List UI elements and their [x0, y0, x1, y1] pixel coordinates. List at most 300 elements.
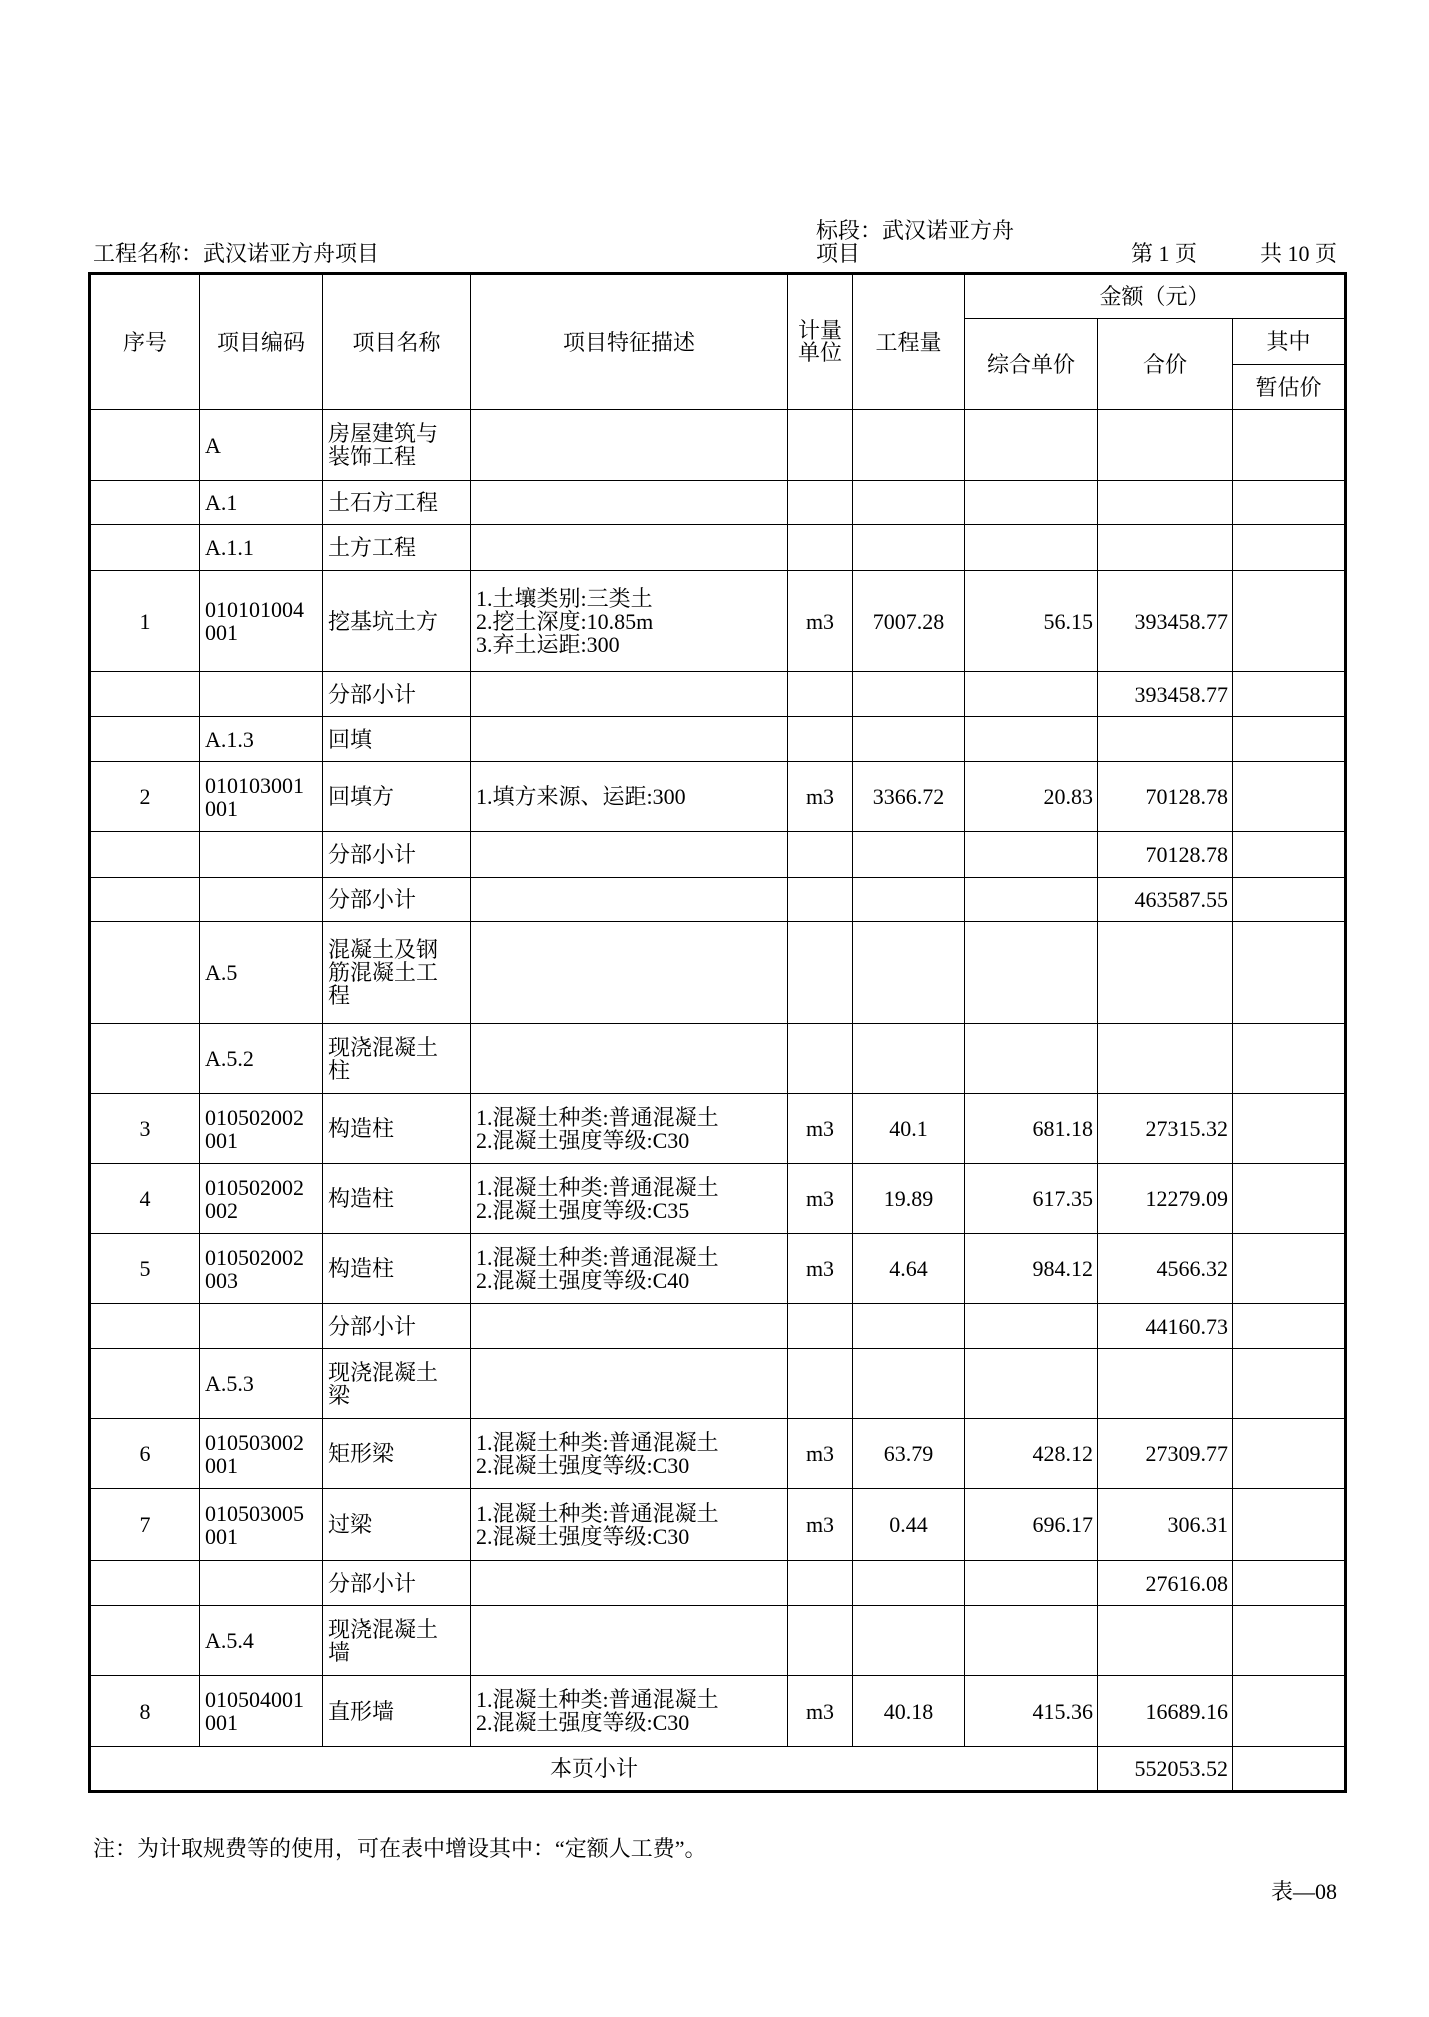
col-total-header: 合价 [1098, 319, 1233, 410]
desc-cell [471, 1419, 788, 1489]
provisional-cell [1233, 762, 1346, 832]
code-text: A.1.1 [205, 535, 254, 560]
col-of-which-header: 其中 [1233, 319, 1346, 365]
unit-cell [788, 525, 853, 571]
name-cell [323, 571, 471, 672]
qty-cell [853, 1304, 965, 1349]
total-cell [1098, 717, 1233, 762]
unit-price-cell [965, 1234, 1098, 1304]
unit-cell [788, 1304, 853, 1349]
table-body [90, 410, 1346, 1747]
unit-cell [788, 481, 853, 525]
unit-cell [788, 762, 853, 832]
desc-cell [471, 1676, 788, 1747]
provisional-cell [1233, 878, 1346, 922]
qty-cell [853, 1164, 965, 1234]
col-unit-header-text: 计量单位 [797, 318, 842, 365]
total-cell [1098, 1561, 1233, 1606]
desc-line: 1.填方来源、运距:300 [476, 784, 686, 809]
code-cell [200, 1164, 323, 1234]
seq-cell [90, 1234, 200, 1304]
seq-cell [90, 1489, 200, 1561]
total-cell [1098, 410, 1233, 481]
total-cell [1098, 922, 1233, 1024]
name-text: 现浇混凝土墙 [328, 1616, 439, 1665]
name-text: 分部小计 [328, 1570, 417, 1596]
seq-cell [90, 481, 200, 525]
provisional-cell [1233, 1304, 1346, 1349]
code-text: 010101004001 [205, 597, 304, 645]
qty-text: 0.44 [889, 1512, 928, 1537]
unit-text: m3 [805, 1441, 835, 1466]
table-row [90, 672, 1346, 717]
total-cell [1098, 672, 1233, 717]
qty-cell [853, 1419, 965, 1489]
name-text: 分部小计 [328, 842, 417, 867]
table-row [90, 878, 1346, 922]
unit-price-text: 681.18 [1032, 1116, 1093, 1141]
code-cell [200, 1676, 323, 1747]
total-text: 4566.32 [1156, 1256, 1228, 1281]
name-cell [323, 1164, 471, 1234]
unit-cell [788, 571, 853, 672]
seq-cell [90, 1419, 200, 1489]
unit-price-cell [965, 1349, 1098, 1419]
col-code-header: 项目编码 [200, 274, 323, 410]
total-cell [1098, 571, 1233, 672]
unit-cell [788, 1676, 853, 1747]
table-row [90, 717, 1346, 762]
table-row [90, 525, 1346, 571]
provisional-cell [1233, 1164, 1346, 1234]
seq-cell [90, 832, 200, 878]
unit-price-cell [965, 525, 1098, 571]
name-cell [323, 410, 471, 481]
provisional-cell [1233, 1606, 1346, 1676]
qty-text: 63.79 [883, 1441, 934, 1466]
desc-line: 1.土壤类别:三类土 [476, 585, 653, 611]
table-row [90, 832, 1346, 878]
name-cell [323, 1419, 471, 1489]
desc-cell [471, 1094, 788, 1164]
table-row [90, 1304, 1346, 1349]
unit-price-text: 415.36 [1032, 1698, 1093, 1724]
col-desc-header: 项目特征描述 [471, 274, 788, 410]
name-cell [323, 762, 471, 832]
name-cell [323, 1489, 471, 1561]
unit-price-cell [965, 1606, 1098, 1676]
unit-price-cell [965, 571, 1098, 672]
total-cell [1098, 481, 1233, 525]
total-text: 12279.09 [1145, 1186, 1228, 1211]
qty-cell [853, 525, 965, 571]
unit-text: m3 [805, 1116, 835, 1141]
code-text: 010502002001 [205, 1104, 304, 1153]
total-cell [1098, 1304, 1233, 1349]
page-subtotal-row [90, 1747, 1346, 1792]
unit-price-cell [965, 717, 1098, 762]
unit-price-cell [965, 1419, 1098, 1489]
unit-price-cell [965, 832, 1098, 878]
name-cell [323, 525, 471, 571]
seq-cell [90, 1304, 200, 1349]
qty-cell [853, 1606, 965, 1676]
seq-text: 6 [139, 1441, 151, 1466]
name-text: 现浇混凝土梁 [328, 1359, 439, 1408]
name-cell [323, 717, 471, 762]
name-cell [323, 878, 471, 922]
qty-cell [853, 762, 965, 832]
table-row [90, 1024, 1346, 1094]
provisional-cell [1233, 1561, 1346, 1606]
provisional-cell [1233, 410, 1346, 481]
desc-line: 2.混凝土强度等级:C30 [476, 1710, 690, 1735]
name-cell [323, 1561, 471, 1606]
qty-text: 40.18 [883, 1698, 934, 1724]
name-cell [323, 832, 471, 878]
qty-cell [853, 410, 965, 481]
qty-cell [853, 1024, 965, 1094]
total-cell [1098, 1676, 1233, 1747]
unit-text: m3 [805, 608, 835, 634]
name-cell [323, 1349, 471, 1419]
desc-cell [471, 922, 788, 1024]
seq-text: 8 [139, 1698, 151, 1724]
col-name-header: 项目名称 [323, 274, 471, 410]
total-text: 44160.73 [1145, 1313, 1228, 1339]
unit-text: m3 [805, 1512, 835, 1537]
page-subtotal-total: 552053.52 [1098, 1747, 1233, 1792]
code-cell [200, 1304, 323, 1349]
qty-text: 40.1 [889, 1116, 928, 1141]
name-text: 构造柱 [328, 1256, 395, 1281]
name-text: 回填 [328, 726, 373, 752]
table-row [90, 1349, 1346, 1419]
unit-cell [788, 1606, 853, 1676]
seq-text: 4 [139, 1186, 151, 1211]
col-amount-header: 金额（元） [965, 274, 1346, 319]
name-cell [323, 1024, 471, 1094]
unit-text: m3 [805, 784, 835, 809]
table-row [90, 1606, 1346, 1676]
total-text: 306.31 [1167, 1512, 1228, 1537]
seq-cell [90, 672, 200, 717]
provisional-cell [1233, 1349, 1346, 1419]
name-text: 房屋建筑与装饰工程 [328, 421, 439, 469]
name-text: 土方工程 [328, 535, 417, 560]
seq-cell [90, 571, 200, 672]
seq-cell [90, 717, 200, 762]
total-text: 393458.77 [1134, 608, 1228, 634]
section-label: 标段：武汉诺亚方舟项目 [816, 218, 1015, 266]
table-row [90, 762, 1346, 832]
qty-cell [853, 922, 965, 1024]
code-cell [200, 717, 323, 762]
name-cell [323, 1606, 471, 1676]
name-text: 土石方工程 [328, 490, 439, 515]
name-cell [323, 672, 471, 717]
qty-cell [853, 1234, 965, 1304]
total-cell [1098, 1164, 1233, 1234]
seq-text: 3 [139, 1116, 151, 1141]
name-cell [323, 1304, 471, 1349]
code-cell [200, 1489, 323, 1561]
page-subtotal-label: 本页小计 [90, 1747, 1098, 1792]
seq-cell [90, 1561, 200, 1606]
desc-line: 1.混凝土种类:普通混凝土 [476, 1500, 719, 1526]
desc-cell [471, 762, 788, 832]
seq-cell [90, 525, 200, 571]
code-cell [200, 1349, 323, 1419]
qty-cell [853, 832, 965, 878]
unit-cell [788, 922, 853, 1024]
unit-price-cell [965, 1676, 1098, 1747]
code-text: A.1.3 [205, 726, 254, 752]
unit-cell [788, 1419, 853, 1489]
provisional-cell [1233, 1024, 1346, 1094]
total-text: 27315.32 [1145, 1116, 1228, 1141]
name-text: 构造柱 [328, 1116, 395, 1141]
unit-price-text: 696.17 [1032, 1512, 1093, 1537]
code-cell [200, 410, 323, 481]
code-cell [200, 832, 323, 878]
name-text: 挖基坑土方 [328, 608, 439, 634]
seq-text: 2 [139, 784, 151, 809]
code-cell [200, 481, 323, 525]
desc-line: 1.混凝土种类:普通混凝土 [476, 1104, 719, 1130]
unit-cell [788, 1024, 853, 1094]
desc-cell [471, 1606, 788, 1676]
code-text: 010502002002 [205, 1174, 304, 1223]
code-cell [200, 1024, 323, 1094]
code-cell [200, 1419, 323, 1489]
code-text: A.5.3 [205, 1371, 254, 1396]
name-text: 构造柱 [328, 1186, 395, 1211]
qty-text: 3366.72 [872, 784, 945, 809]
seq-cell [90, 1094, 200, 1164]
desc-cell [471, 481, 788, 525]
unit-price-cell [965, 672, 1098, 717]
unit-cell [788, 1234, 853, 1304]
page-subtotal-provisional [1233, 1747, 1346, 1792]
total-cell [1098, 762, 1233, 832]
table-row [90, 410, 1346, 481]
page-number: 第 1 页 [1131, 241, 1198, 266]
desc-line: 2.混凝土强度等级:C30 [476, 1452, 690, 1478]
seq-cell [90, 1606, 200, 1676]
desc-cell [471, 1561, 788, 1606]
total-cell [1098, 878, 1233, 922]
unit-price-text: 984.12 [1032, 1256, 1093, 1281]
unit-cell [788, 717, 853, 762]
total-text: 16689.16 [1145, 1698, 1228, 1724]
desc-line: 2.混凝土强度等级:C30 [476, 1523, 690, 1549]
unit-text: m3 [805, 1698, 835, 1724]
desc-cell [471, 410, 788, 481]
code-text: A.5.2 [205, 1046, 254, 1071]
desc-cell [471, 525, 788, 571]
total-cell [1098, 1606, 1233, 1676]
provisional-cell [1233, 1419, 1346, 1489]
table-header [90, 274, 1346, 410]
desc-cell [471, 1164, 788, 1234]
desc-line: 3.弃土运距:300 [476, 631, 620, 657]
project-name-label: 工程名称：武汉诺亚方舟项目 [93, 241, 380, 266]
footer-note: 注：为计取规费等的使用，可在表中增设其中：“定额人工费”。 [93, 1836, 707, 1861]
seq-cell [90, 1349, 200, 1419]
unit-price-cell [965, 410, 1098, 481]
code-cell [200, 1606, 323, 1676]
code-text: A [205, 432, 221, 458]
provisional-cell [1233, 1676, 1346, 1747]
table-row [90, 1561, 1346, 1606]
desc-cell [471, 717, 788, 762]
unit-price-cell [965, 762, 1098, 832]
qty-cell [853, 1676, 965, 1747]
name-text: 分部小计 [328, 681, 417, 707]
provisional-cell [1233, 571, 1346, 672]
qty-text: 7007.28 [872, 608, 945, 634]
code-text: 010503002001 [205, 1429, 304, 1478]
desc-cell [471, 571, 788, 672]
total-text: 70128.78 [1145, 842, 1228, 867]
code-text: 010504001001 [205, 1687, 304, 1735]
table-row [90, 1094, 1346, 1164]
desc-cell [471, 672, 788, 717]
page-subtotal-section [90, 1747, 1346, 1792]
seq-text: 5 [139, 1256, 151, 1281]
code-cell [200, 1561, 323, 1606]
code-cell [200, 878, 323, 922]
code-text: A.5 [205, 960, 238, 985]
provisional-cell [1233, 525, 1346, 571]
qty-cell [853, 878, 965, 922]
desc-line: 1.混凝土种类:普通混凝土 [476, 1687, 719, 1712]
desc-cell [471, 1304, 788, 1349]
form-code: 表—08 [1270, 1879, 1337, 1904]
provisional-cell [1233, 1489, 1346, 1561]
name-text: 混凝土及钢筋混凝土工程 [328, 937, 439, 1008]
unit-cell [788, 832, 853, 878]
qty-cell [853, 1561, 965, 1606]
unit-cell [788, 878, 853, 922]
desc-line: 1.混凝土种类:普通混凝土 [476, 1429, 719, 1455]
unit-cell [788, 1489, 853, 1561]
col-qty-header: 工程量 [853, 274, 965, 410]
seq-cell [90, 1676, 200, 1747]
unit-price-text: 617.35 [1032, 1186, 1093, 1211]
unit-cell [788, 672, 853, 717]
table-row [90, 481, 1346, 525]
total-cell [1098, 1349, 1233, 1419]
name-cell [323, 1234, 471, 1304]
col-provisional-header: 暂估价 [1233, 365, 1346, 410]
total-text: 27309.77 [1145, 1441, 1228, 1466]
code-text: A.1 [205, 490, 238, 515]
provisional-cell [1233, 672, 1346, 717]
seq-cell [90, 410, 200, 481]
unit-price-cell [965, 1304, 1098, 1349]
unit-price-cell [965, 878, 1098, 922]
desc-line: 1.混凝土种类:普通混凝土 [476, 1174, 719, 1200]
code-text: 010502002003 [205, 1244, 304, 1293]
code-cell [200, 1234, 323, 1304]
col-unit-header [788, 274, 853, 410]
provisional-cell [1233, 717, 1346, 762]
table-row [90, 1164, 1346, 1234]
desc-cell [471, 1349, 788, 1419]
seq-text: 1 [139, 608, 151, 634]
desc-cell [471, 1234, 788, 1304]
provisional-cell [1233, 481, 1346, 525]
col-seq-header: 序号 [90, 274, 200, 410]
unit-price-cell [965, 1024, 1098, 1094]
desc-line: 2.混凝土强度等级:C40 [476, 1267, 690, 1293]
name-text: 现浇混凝土柱 [328, 1034, 439, 1083]
code-cell [200, 762, 323, 832]
qty-text: 4.64 [889, 1256, 928, 1281]
desc-cell [471, 1024, 788, 1094]
seq-text: 7 [139, 1512, 151, 1537]
desc-line: 1.混凝土种类:普通混凝土 [476, 1244, 719, 1270]
total-text: 393458.77 [1134, 681, 1228, 707]
seq-cell [90, 1164, 200, 1234]
desc-line: 2.混凝土强度等级:C35 [476, 1197, 690, 1223]
desc-line: 2.混凝土强度等级:C30 [476, 1127, 690, 1153]
total-text: 27616.08 [1145, 1570, 1228, 1596]
name-cell [323, 922, 471, 1024]
desc-cell [471, 832, 788, 878]
total-cell [1098, 1489, 1233, 1561]
name-text: 过梁 [328, 1512, 373, 1537]
name-text: 回填方 [328, 784, 395, 809]
unit-price-text: 20.83 [1043, 784, 1093, 809]
seq-cell [90, 922, 200, 1024]
name-cell [323, 1094, 471, 1164]
code-text: 010503005001 [205, 1500, 304, 1549]
name-text: 矩形梁 [328, 1441, 395, 1466]
col-unit-price-header: 综合单价 [965, 319, 1098, 410]
table-row [90, 1234, 1346, 1304]
desc-cell [471, 1489, 788, 1561]
table-row [90, 1676, 1346, 1747]
unit-price-cell [965, 1489, 1098, 1561]
table-row [90, 1489, 1346, 1561]
seq-cell [90, 878, 200, 922]
unit-price-cell [965, 1561, 1098, 1606]
provisional-cell [1233, 1234, 1346, 1304]
table-row [90, 922, 1346, 1024]
total-cell [1098, 525, 1233, 571]
total-text: 70128.78 [1145, 784, 1228, 809]
qty-text: 19.89 [883, 1186, 934, 1211]
total-cell [1098, 1234, 1233, 1304]
total-cell [1098, 1024, 1233, 1094]
qty-cell [853, 672, 965, 717]
desc-line: 2.挖土深度:10.85m [476, 608, 654, 634]
total-cell [1098, 1094, 1233, 1164]
table-row [90, 1419, 1346, 1489]
code-text: A.5.4 [205, 1628, 254, 1653]
seq-cell [90, 762, 200, 832]
total-cell [1098, 832, 1233, 878]
unit-cell [788, 1561, 853, 1606]
qty-cell [853, 1349, 965, 1419]
unit-cell [788, 410, 853, 481]
unit-price-text: 56.15 [1043, 608, 1093, 634]
unit-price-cell [965, 1094, 1098, 1164]
name-text: 分部小计 [328, 1313, 417, 1339]
